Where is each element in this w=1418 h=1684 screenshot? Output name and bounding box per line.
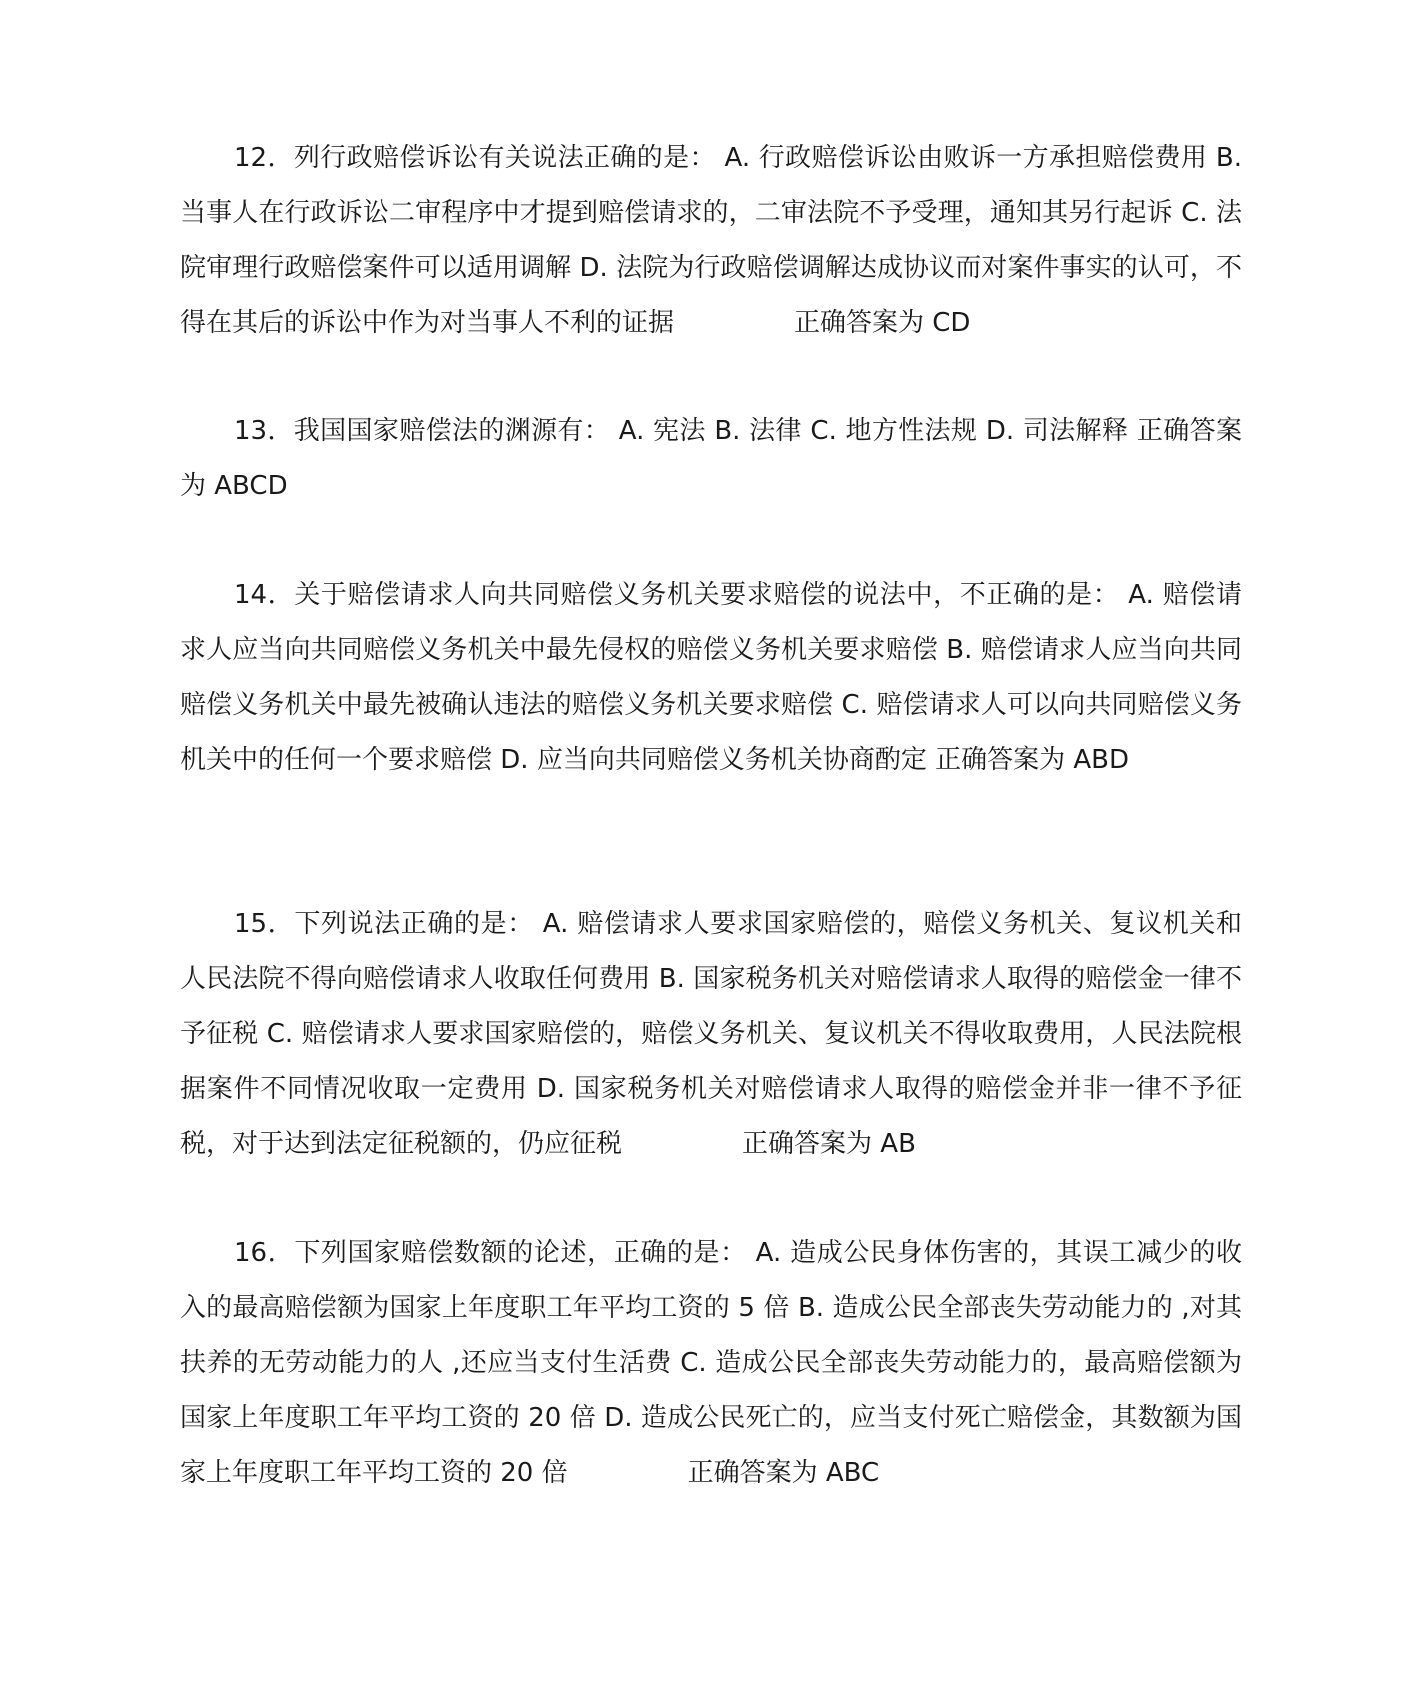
question-12: [180, 131, 1242, 351]
question-12-answer: 正确答案为 CD: [794, 308, 971, 338]
question-16: [180, 1226, 1242, 1501]
question-15-text: 15．下列说法正确的是： A. 赔偿请求人要求国家赔偿的，赔偿义务机关、复议机关和人民法院不得向赔偿请求人收取任何费用 B. 国家税务机关对赔偿请求人取得的赔偿金一律不予征税 C. 赔偿请求人要求国家赔偿的，赔偿义务机关、复议机关不得收取费用，人民法院根据案件不同情况收取一定费用 D. 国家税务机关对赔偿请求人取得的赔偿金并非一律不予征税，对于达到法定征税额的，仍应征税: [180, 909, 1242, 1159]
question-14-text: 14．关于赔偿请求人向共同赔偿义务机关要求赔偿的说法中，不正确的是： A. 赔偿请求人应当向共同赔偿义务机关中最先侵权的赔偿义务机关要求赔偿 B. 赔偿请求人应当向共同赔偿义务机关中最先被确认违法的赔偿义务机关要求赔偿 C. 赔偿请求人可以向共同赔偿义务机关中的任何一个要求赔偿 D. 应当向共同赔偿义务机关协商酌定: [180, 580, 1242, 775]
question-14: [180, 568, 1242, 788]
question-13: [180, 404, 1242, 514]
question-14-answer: 正确答案为 ABD: [935, 745, 1130, 775]
question-13-text: 13．我国国家赔偿法的渊源有： A. 宪法 B. 法律 C. 地方性法规 D. 司法解释: [234, 416, 1129, 446]
question-13-answer: 正确答案为 ABCD: [180, 416, 1242, 501]
question-15-answer: 正确答案为 AB: [742, 1129, 916, 1159]
question-16-text: 16．下列国家赔偿数额的论述，正确的是： A. 造成公民身体伤害的，其误工减少的收入的最高赔偿额为国家上年度职工年平均工资的 5 倍 B. 造成公民全部丧失劳动能力的 ,对其扶养的无劳动能力的人 ,还应当支付生活费 C. 造成公民全部丧失劳动能力的，最高赔偿额为国家上年度职工年平均工资的 20 倍 D. 造成公民死亡的，应当支付死亡赔偿金，其数额为国家上年度职工年平均工资的 20 倍: [180, 1238, 1242, 1488]
question-16-answer: 正确答案为 ABC: [687, 1458, 880, 1488]
question-12-text: 12．列行政赔偿诉讼有关说法正确的是： A. 行政赔偿诉讼由败诉一方承担赔偿费用 B. 当事人在行政诉讼二审程序中才提到赔偿请求的，二审法院不予受理，通知其另行起诉 C. 法院审理行政赔偿案件可以适用调解 D. 法院为行政赔偿调解达成协议而对案件事实的认可，不得在其后的诉讼中作为对当事人不利的证据: [180, 143, 1242, 338]
question-15: [180, 897, 1242, 1172]
